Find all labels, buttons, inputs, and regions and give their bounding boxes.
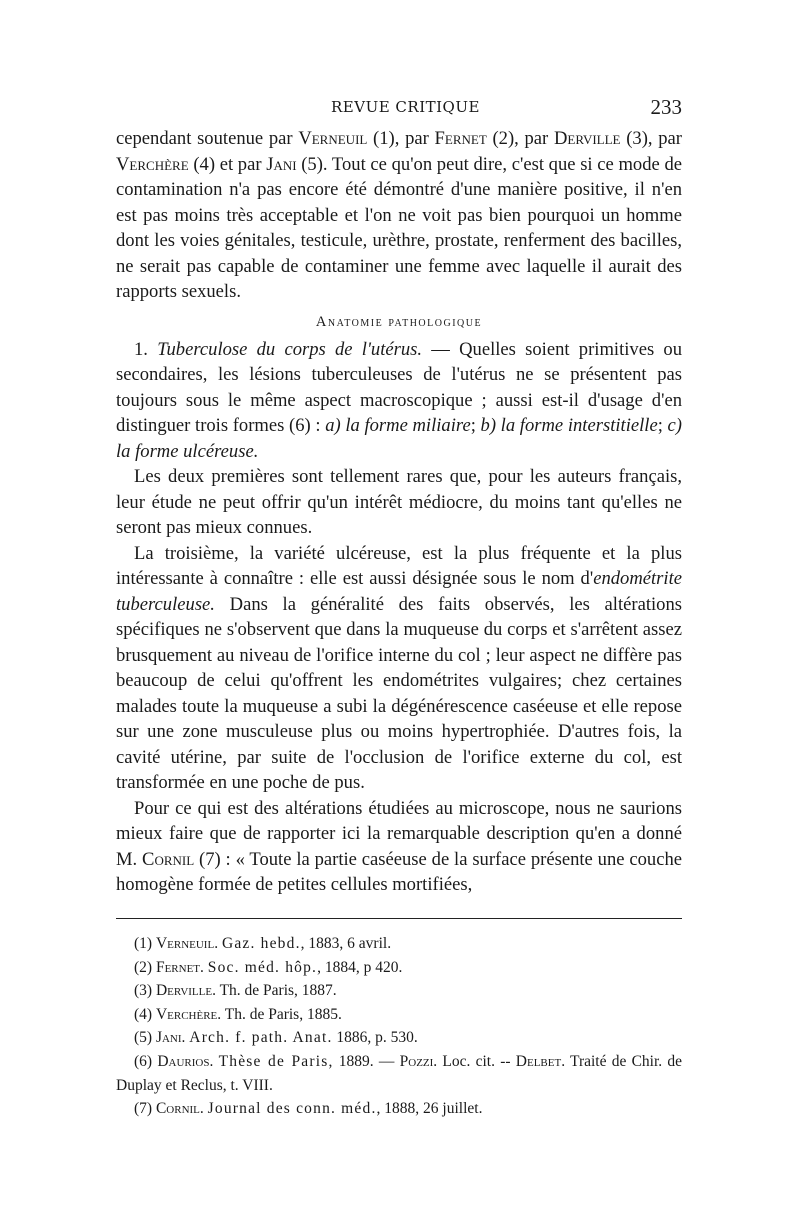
author-name: Verchère [116, 153, 189, 175]
paragraph-4: La troisième, la variété ulcéreuse, est la plus fréquente et la plus intéressante à connaître : elle est aussi désignée sous le nom d'endométrite tuberculeuse. Dans la généralité des faits observés, les altérations spécifiques ne s'observent que dans la muqueuse du corps et s'arrêtent assez brusquement au niveau de l'orifice interne du col ; leur aspect ne diffère pas beaucoup de celui qu'offrent les endométrites vulgaires; chez certaines malades toute la muqueuse a subi la dégénérescence caséeuse et elle repose sur une zone musculeuse plus ou moins hypertrophiée. D'autres fois, la cavité utérine, par suite de l'occlusion de l'orifice externe du col, est transformée en une poche de pus. [116, 542, 682, 793]
page-number: 233 [650, 95, 682, 119]
footnote-7: (7) Cornil. Journal des conn. méd., 1888, 26 juillet. [134, 1100, 483, 1118]
footnote-3: (3) Derville. Th. de Paris, 1887. [134, 982, 337, 1000]
paragraph-3: Les deux premières sont tellement rares que, pour les auteurs français, leur étude ne peut offrir qu'un intérêt médiocre, du moins tant qu'elles ne seront pas mieux connues. [116, 466, 682, 538]
paragraph-2: 1. Tuberculose du corps de l'utérus. — Quelles soient primitives ou secondaires, les lésions tuberculeuses de l'utérus ne se présentent pas toujours sous le même aspect macroscopique ; aussi est-il d'usage d'en distinguer trois formes (6) : a) la forme miliaire; b) la forme interstitielle; c) la forme ulcéreuse. [116, 338, 683, 462]
page-header [116, 95, 682, 122]
paragraph-5: Pour ce qui est des altérations étudiées au microscope, nous ne saurions mieux faire que de rapporter ici la remarquable description qu'en a donné M. Cornil (7) : « Toute la partie caséeuse de la surface présente une couche homogène formée de petites cellules mortifiées, [116, 797, 682, 895]
footnotes [116, 932, 682, 1121]
footnote-5: (5) Jani. Arch. f. path. Anat. 1886, p. 530. [134, 1029, 418, 1047]
footnote-6: (6) Daurios. Thèse de Paris, 1889. — Pozzi. Loc. cit. -- Delbet. Traité de Chir. de Duplay et Reclus, t. VIII. [116, 1052, 683, 1094]
footnote-4: (4) Verchère. Th. de Paris, 1885. [134, 1005, 342, 1023]
running-head: REVUE CRITIQUE [331, 98, 480, 116]
author-name: Fernet [434, 128, 487, 149]
footnote-separator [116, 918, 682, 919]
author-name: Jani [266, 153, 297, 175]
section-heading: Anatomie pathologique [315, 313, 483, 330]
author-name: Derville [553, 128, 621, 149]
footnote-1: (1) Verneuil. Gaz. hebd., 1883, 6 avril. [134, 935, 392, 952]
footnote-2: (2) Fernet. Soc. méd. hôp., 1884, p 420. [134, 958, 403, 976]
body-text [116, 126, 682, 898]
author-name: Cornil [142, 848, 195, 870]
author-name: Verneuil [298, 128, 368, 149]
paragraph-1: cependant soutenue par Verneuil (1), par Fernet (2), par Derville (3), par Verchère (4) et par Jani (5). Tout ce qu'on peut dire, c'est que si ce mode de contamination n'a pas encore été démontré d'une manière positive, il n'en est pas moins très acceptable et l'on ne voit pas bien pourquoi un homme dont les voies génitales, testicule, urèthre, prostate, renferment des bacilles, ne serait pas capable de contaminer une femme avec laquelle il aurait des rapports sexuels. [116, 128, 683, 302]
